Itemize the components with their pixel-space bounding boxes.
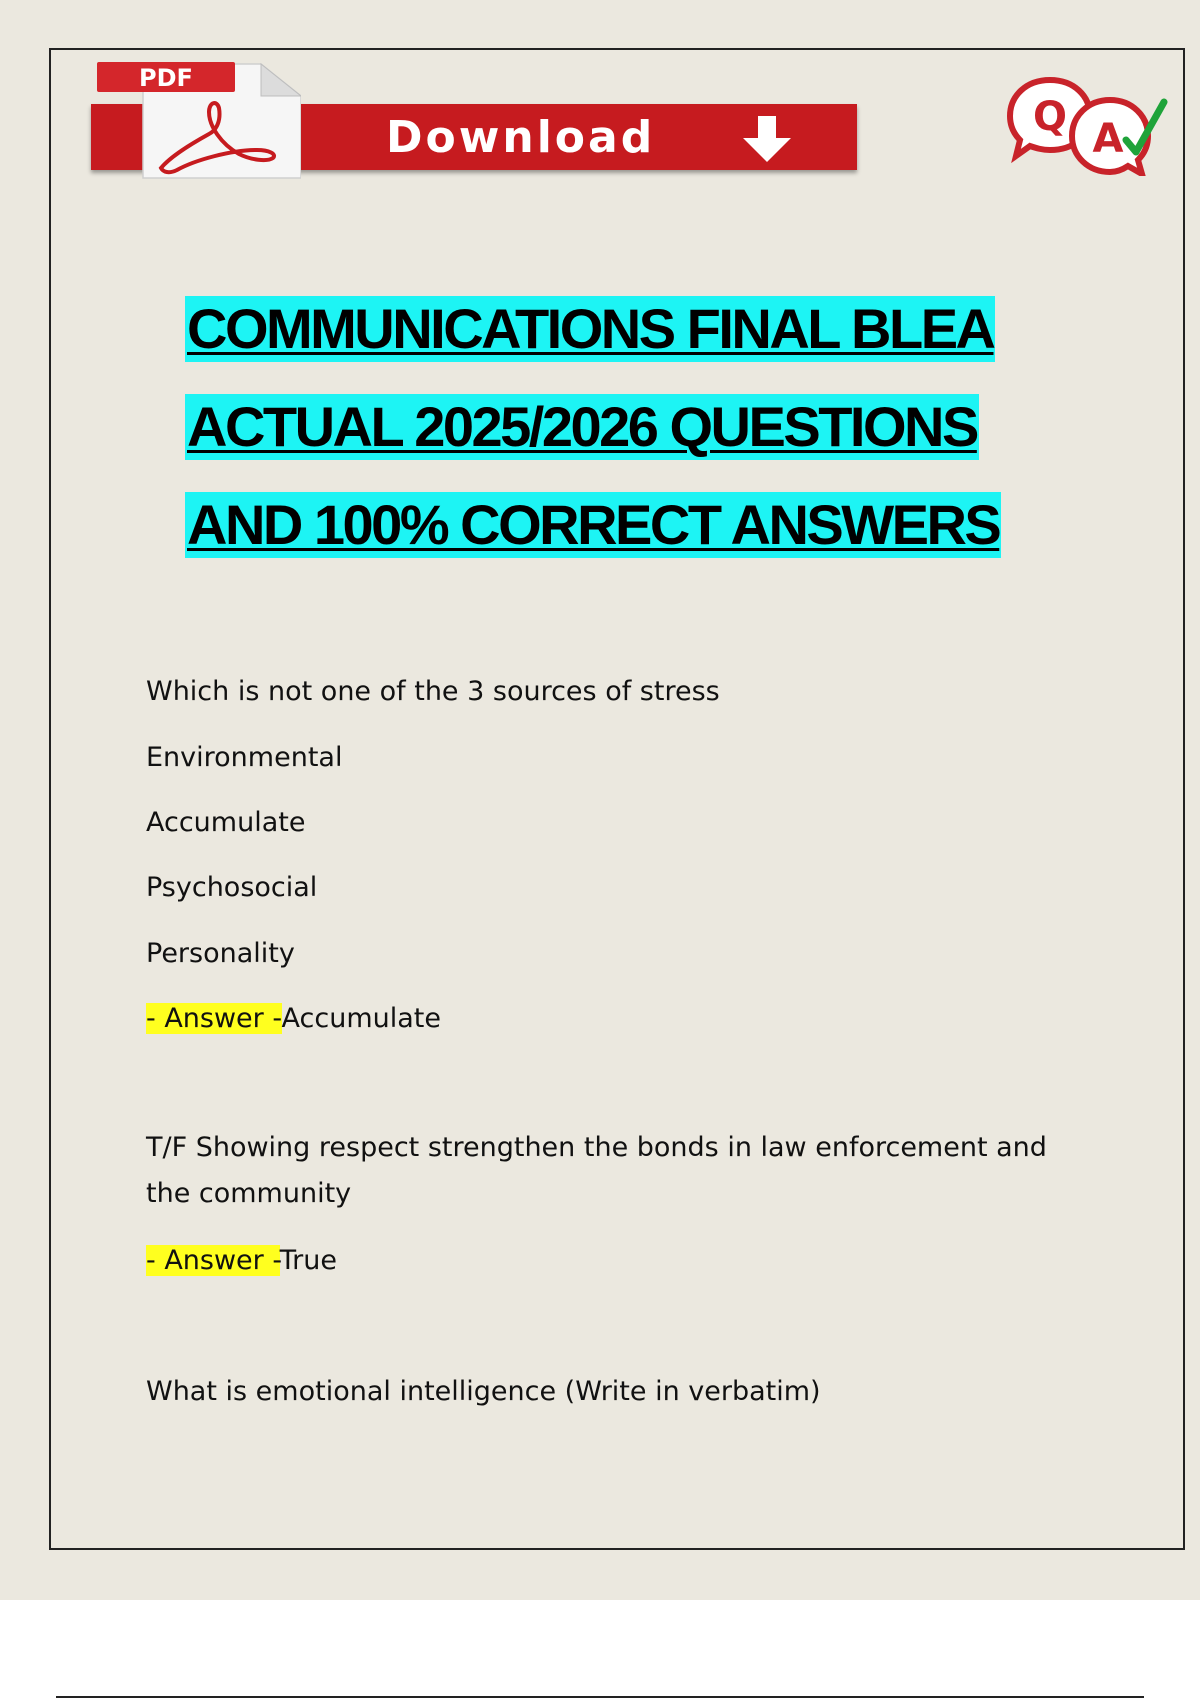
qa-logo-a: A bbox=[1092, 116, 1124, 162]
document-frame bbox=[49, 48, 1185, 1550]
answer-value: True bbox=[279, 1245, 337, 1276]
question-3-text: What is emotional intelligence (Write in verbatim) bbox=[146, 1376, 821, 1407]
title-line-3: AND 100% CORRECT ANSWERS bbox=[187, 493, 1000, 556]
document-title bbox=[185, 296, 1065, 590]
download-label: Download bbox=[386, 112, 656, 163]
question-1-option-3: Psychosocial bbox=[146, 872, 318, 903]
pdf-download-banner[interactable] bbox=[91, 60, 861, 180]
title-line-1: COMMUNICATIONS FINAL BLEA bbox=[187, 297, 994, 360]
qa-logo-q: Q bbox=[1032, 94, 1068, 140]
page-bottom-divider bbox=[56, 1696, 1144, 1698]
answer-label: - Answer - bbox=[146, 1245, 280, 1276]
download-arrow-icon bbox=[739, 114, 795, 166]
question-2-text: T/F Showing respect strengthen the bonds in law enforcement and the community bbox=[146, 1132, 1047, 1209]
question-1-option-2: Accumulate bbox=[146, 807, 306, 838]
question-1-answer bbox=[146, 999, 441, 1039]
title-line-2: ACTUAL 2025/2026 QUESTIONS bbox=[187, 395, 977, 458]
question-1-text: Which is not one of the 3 sources of stress bbox=[146, 676, 720, 707]
question-1-option-4: Personality bbox=[146, 938, 295, 969]
qa-logo-icon bbox=[1006, 76, 1170, 176]
pdf-tab-label: PDF bbox=[139, 64, 193, 92]
answer-value: Accumulate bbox=[281, 1003, 441, 1034]
question-2-answer bbox=[146, 1241, 337, 1281]
answer-label: - Answer - bbox=[146, 1003, 282, 1034]
question-1-option-1: Environmental bbox=[146, 742, 343, 773]
pdf-file-icon bbox=[91, 60, 301, 180]
